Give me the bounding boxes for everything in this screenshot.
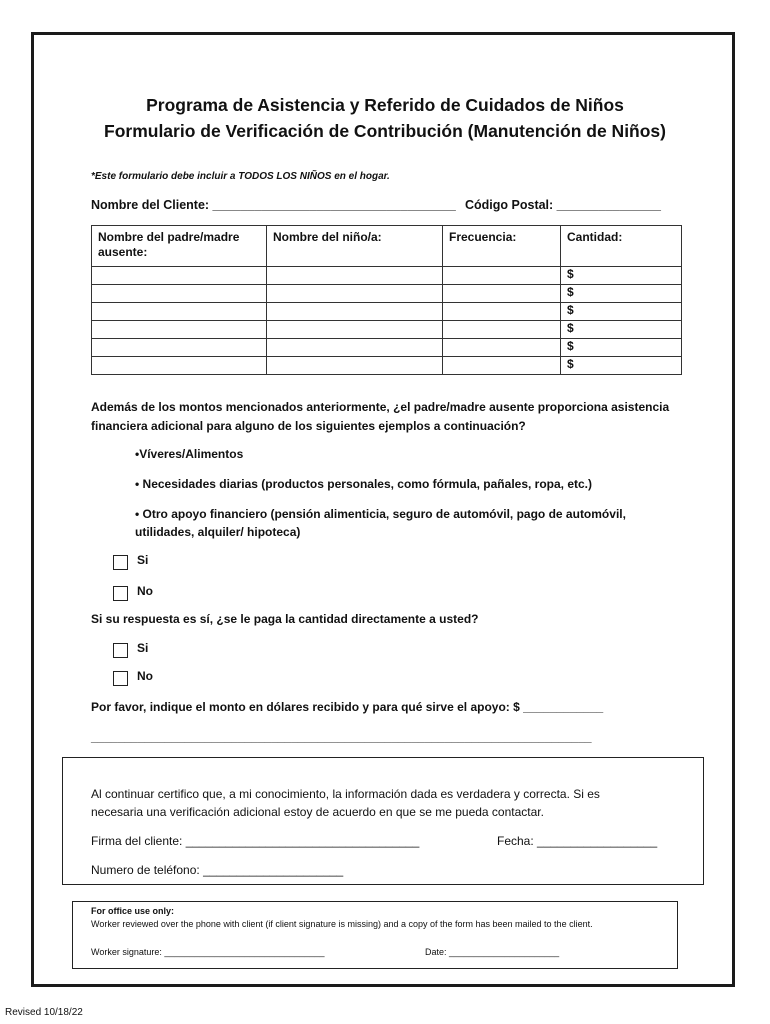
certification-text-line-1: Al continuar certifico que, a mi conocimiento, la información dada es verdadera y correcta. Si es — [91, 787, 600, 801]
checkbox-q2-yes[interactable] — [113, 643, 128, 658]
cell-parent[interactable] — [92, 321, 267, 339]
cell-frequency[interactable] — [443, 339, 561, 357]
cell-parent[interactable] — [92, 303, 267, 321]
certification-text-line-2: necesaria una verificación adicional estoy de acuerdo en que se me pueda contactar. — [91, 805, 544, 819]
table-row — [92, 285, 682, 303]
header-amount: Cantidad: — [561, 226, 682, 267]
cell-child[interactable] — [267, 285, 443, 303]
bullet-other-support-line-2: utilidades, alquiler/ hipoteca) — [135, 525, 301, 539]
cell-child[interactable] — [267, 267, 443, 285]
postal-code-field[interactable]: Código Postal: _______________ — [465, 198, 661, 212]
checkbox-q1-no[interactable] — [113, 586, 128, 601]
cell-frequency[interactable] — [443, 285, 561, 303]
table-header-row — [92, 226, 682, 267]
amount-purpose-line[interactable]: ___________________________________________________________________________ — [91, 730, 592, 744]
worker-signature-field[interactable]: Worker signature: ________________________________ — [91, 947, 325, 957]
cell-frequency[interactable] — [443, 303, 561, 321]
office-date-field[interactable]: Date: ______________________ — [425, 947, 560, 957]
cell-amount[interactable]: $ — [561, 339, 682, 357]
question-additional-support-line-1: Además de los montos mencionados anteriormente, ¿el padre/madre ausente proporciona asistencia — [91, 400, 670, 414]
cell-amount[interactable]: $ — [561, 267, 682, 285]
children-note: *Este formulario debe incluir a TODOS LOS NIÑOS en el hogar. — [91, 171, 390, 182]
cell-parent[interactable] — [92, 267, 267, 285]
cell-amount[interactable]: $ — [561, 285, 682, 303]
client-name-field[interactable]: Nombre del Cliente: ___________________________________ — [91, 198, 456, 212]
title-line-1: Programa de Asistencia y Referido de Cuidados de Niños — [146, 95, 624, 115]
amount-field[interactable]: Por favor, indique el monto en dólares recibido y para qué sirve el apoyo: $ ____________ — [91, 700, 604, 714]
label-q1-no: No — [137, 584, 153, 598]
table-row — [92, 339, 682, 357]
cell-frequency[interactable] — [443, 357, 561, 375]
label-q2-no: No — [137, 669, 153, 683]
cell-child[interactable] — [267, 339, 443, 357]
cell-frequency[interactable] — [443, 321, 561, 339]
question-paid-directly: Si su respuesta es sí, ¿se le paga la cantidad directamente a usted? — [91, 612, 479, 626]
checkbox-q2-no[interactable] — [113, 671, 128, 686]
label-q2-yes: Si — [137, 641, 149, 655]
cell-amount[interactable]: $ — [561, 357, 682, 375]
cell-child[interactable] — [267, 321, 443, 339]
cell-amount[interactable]: $ — [561, 321, 682, 339]
cell-frequency[interactable] — [443, 267, 561, 285]
checkbox-q1-yes[interactable] — [113, 555, 128, 570]
client-signature-field[interactable]: Firma del cliente: ___________________________________ — [91, 834, 420, 848]
title-line-2: Formulario de Verificación de Contribución (Manutención de Niños) — [104, 121, 666, 141]
phone-number-field[interactable]: Numero de teléfono: _____________________ — [91, 863, 344, 877]
certification-date-field[interactable]: Fecha: __________________ — [497, 834, 658, 848]
support-table — [91, 225, 682, 375]
header-absent-parent: Nombre del padre/madre ausente: — [92, 226, 267, 267]
revision-date: Revised 10/18/22 — [5, 1007, 83, 1018]
header-frequency: Frecuencia: — [443, 226, 561, 267]
bullet-other-support-line-1: • Otro apoyo financiero (pensión alimenticia, seguro de automóvil, pago de automóvil, — [135, 507, 626, 521]
table-row — [92, 357, 682, 375]
bullet-groceries: •Víveres/Alimentos — [135, 447, 244, 461]
cell-parent[interactable] — [92, 285, 267, 303]
cell-parent[interactable] — [92, 357, 267, 375]
cell-child[interactable] — [267, 357, 443, 375]
table-row — [92, 267, 682, 285]
cell-child[interactable] — [267, 303, 443, 321]
table-row — [92, 303, 682, 321]
table-row — [92, 321, 682, 339]
label-q1-yes: Si — [137, 553, 149, 567]
question-additional-support-line-2: financiera adicional para alguno de los siguientes ejemplos a continuación? — [91, 419, 526, 433]
office-use-text: Worker reviewed over the phone with client (if client signature is missing) and a copy of the form has been mailed to the client. — [91, 919, 593, 929]
bullet-daily-needs: • Necesidades diarias (productos personales, como fórmula, pañales, ropa, etc.) — [135, 477, 593, 491]
header-child-name: Nombre del niño/a: — [267, 226, 443, 267]
office-use-heading: For office use only: — [91, 906, 175, 916]
cell-amount[interactable]: $ — [561, 303, 682, 321]
cell-parent[interactable] — [92, 339, 267, 357]
